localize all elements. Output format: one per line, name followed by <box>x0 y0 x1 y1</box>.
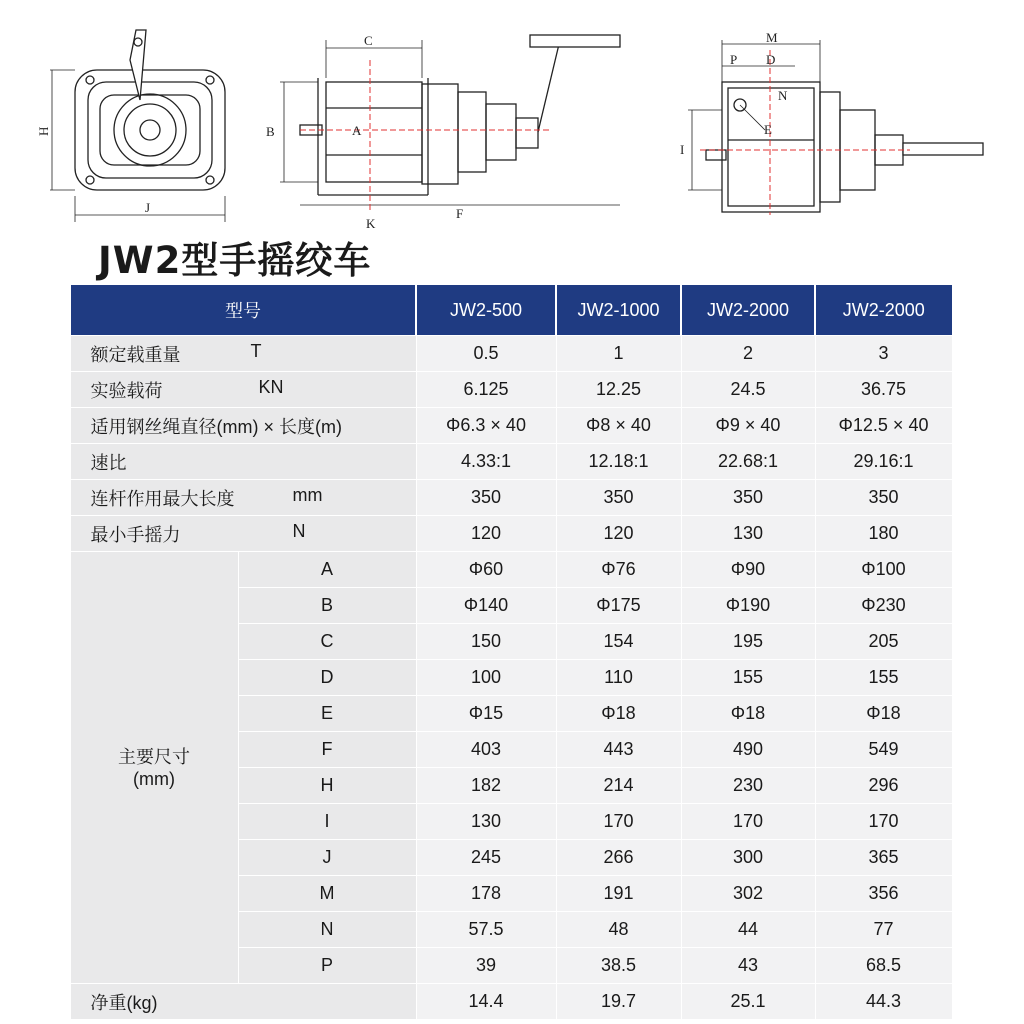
dimension-value: 490 <box>681 732 815 768</box>
spec-value: 6.125 <box>416 372 556 408</box>
dimension-group-cell <box>70 552 238 984</box>
weight-value: 14.4 <box>416 984 556 1020</box>
dimension-value: Φ230 <box>815 588 952 624</box>
spec-value: 120 <box>416 516 556 552</box>
dimension-value: 214 <box>556 768 681 804</box>
spec-label: 额定载重量 <box>90 344 181 365</box>
dimension-key: C <box>238 624 416 660</box>
table-row <box>70 444 952 480</box>
spec-value: 0.5 <box>416 336 556 372</box>
dimension-value: 150 <box>416 624 556 660</box>
dimension-value: Φ18 <box>681 696 815 732</box>
dimension-key: F <box>238 732 416 768</box>
dimension-value: Φ76 <box>556 552 681 588</box>
dimension-value: 443 <box>556 732 681 768</box>
dimension-value: Φ175 <box>556 588 681 624</box>
spec-value: 350 <box>681 480 815 516</box>
dimension-value: 155 <box>815 660 952 696</box>
table-row <box>70 408 952 444</box>
spec-unit: KN <box>258 376 284 397</box>
spec-unit: T <box>250 340 262 361</box>
spec-value: 12.25 <box>556 372 681 408</box>
dimension-value: 549 <box>815 732 952 768</box>
dimension-value: Φ190 <box>681 588 815 624</box>
dimension-value: 100 <box>416 660 556 696</box>
dimension-key: M <box>238 876 416 912</box>
spec-value: 130 <box>681 516 815 552</box>
dimension-key: J <box>238 840 416 876</box>
dimension-value: 38.5 <box>556 948 681 984</box>
weight-value: 44.3 <box>815 984 952 1020</box>
dimension-value: 43 <box>681 948 815 984</box>
right-label-d: D <box>766 52 776 67</box>
dimension-value: 300 <box>681 840 815 876</box>
header-model-label: 型号 <box>70 285 416 336</box>
front-label-h: H <box>36 126 51 136</box>
spec-label: 连杆作用最大长度 <box>90 488 235 509</box>
header-model: JW2-1000 <box>556 285 681 336</box>
spec-label: 速比 <box>90 452 127 473</box>
dimension-value: 48 <box>556 912 681 948</box>
dimension-value: Φ140 <box>416 588 556 624</box>
weight-value: 19.7 <box>556 984 681 1020</box>
dimension-value: 130 <box>416 804 556 840</box>
spec-value: Φ6.3 × 40 <box>416 408 556 444</box>
spec-label-cell <box>70 408 416 444</box>
spec-value: 12.18:1 <box>556 444 681 480</box>
table-row <box>70 372 952 408</box>
dimension-value: Φ15 <box>416 696 556 732</box>
spec-value: 180 <box>815 516 952 552</box>
weight-label: 净重(kg) <box>70 984 416 1020</box>
dimension-value: 44 <box>681 912 815 948</box>
side-label-a: A <box>352 123 362 138</box>
dimension-value: Φ18 <box>556 696 681 732</box>
dimension-key: H <box>238 768 416 804</box>
dimension-group-unit: (mm) <box>133 768 175 789</box>
front-view-drawing <box>30 0 250 230</box>
spec-value: 4.33:1 <box>416 444 556 480</box>
table-header-row <box>70 285 952 336</box>
dimension-value: Φ60 <box>416 552 556 588</box>
dimension-key: I <box>238 804 416 840</box>
dimension-value: 245 <box>416 840 556 876</box>
spec-value: 2 <box>681 336 815 372</box>
spec-value: Φ12.5 × 40 <box>815 408 952 444</box>
dimension-key: B <box>238 588 416 624</box>
spec-value: 36.75 <box>815 372 952 408</box>
spec-label-cell <box>70 444 416 480</box>
right-label-m: M <box>766 30 778 45</box>
spec-label-cell <box>70 480 416 516</box>
side-label-c: C <box>364 33 373 48</box>
right-view-drawing <box>670 0 1010 230</box>
dimension-value: 77 <box>815 912 952 948</box>
spec-value: 3 <box>815 336 952 372</box>
spec-unit: N <box>292 520 306 541</box>
dimension-key: E <box>238 696 416 732</box>
dimension-value: 205 <box>815 624 952 660</box>
dimension-value: 182 <box>416 768 556 804</box>
spec-value: 350 <box>815 480 952 516</box>
dimension-value: 110 <box>556 660 681 696</box>
dimension-value: 154 <box>556 624 681 660</box>
right-label-p: P <box>730 52 738 67</box>
spec-label-cell <box>70 516 416 552</box>
dimension-group-label: 主要尺寸 <box>118 746 190 767</box>
dimension-value: 68.5 <box>815 948 952 984</box>
side-view-drawing <box>260 0 640 230</box>
spec-label: 实验载荷 <box>90 380 163 401</box>
weight-value: 25.1 <box>681 984 815 1020</box>
dimension-value: 266 <box>556 840 681 876</box>
spec-label: 适用钢丝绳直径(mm) × 长度(m) <box>90 416 342 437</box>
dimension-value: 195 <box>681 624 815 660</box>
front-label-j: J <box>145 200 151 215</box>
spec-value: Φ9 × 40 <box>681 408 815 444</box>
dimension-value: 296 <box>815 768 952 804</box>
spec-value: 350 <box>556 480 681 516</box>
right-label-i: I <box>680 142 685 157</box>
dimension-key: A <box>238 552 416 588</box>
table-row <box>70 516 952 552</box>
spec-value: 22.68:1 <box>681 444 815 480</box>
dimension-value: Φ18 <box>815 696 952 732</box>
dimension-value: Φ90 <box>681 552 815 588</box>
dimension-value: 39 <box>416 948 556 984</box>
table-row-weight <box>70 984 952 1020</box>
dimension-value: 191 <box>556 876 681 912</box>
table-row <box>70 336 952 372</box>
dimension-key: D <box>238 660 416 696</box>
dimension-value: 230 <box>681 768 815 804</box>
dimension-value: 178 <box>416 876 556 912</box>
spec-value: 120 <box>556 516 681 552</box>
spec-label-cell <box>70 336 416 372</box>
dimension-value: 403 <box>416 732 556 768</box>
spec-unit: mm <box>292 484 323 505</box>
spec-value: 24.5 <box>681 372 815 408</box>
dimension-value: 57.5 <box>416 912 556 948</box>
technical-drawings <box>0 0 1024 230</box>
dimension-value: 155 <box>681 660 815 696</box>
right-label-n: N <box>778 88 788 103</box>
page-title: JW2型手摇绞车 <box>98 239 372 282</box>
side-label-b: B <box>266 124 275 139</box>
dimension-value: 170 <box>681 804 815 840</box>
table-row <box>70 552 952 588</box>
dimension-value: 170 <box>815 804 952 840</box>
spec-label: 最小手摇力 <box>90 524 181 545</box>
dimension-value: 356 <box>815 876 952 912</box>
spec-value: 29.16:1 <box>815 444 952 480</box>
dimension-value: 170 <box>556 804 681 840</box>
header-model: JW2-500 <box>416 285 556 336</box>
dimension-key: P <box>238 948 416 984</box>
spec-label-cell <box>70 372 416 408</box>
side-label-k: K <box>366 216 376 230</box>
dimension-value: Φ100 <box>815 552 952 588</box>
spec-value: 350 <box>416 480 556 516</box>
spec-value: 1 <box>556 336 681 372</box>
spec-table <box>69 284 953 1020</box>
right-label-e: E <box>764 122 772 137</box>
side-label-f: F <box>456 206 464 221</box>
dimension-key: N <box>238 912 416 948</box>
spec-value: Φ8 × 40 <box>556 408 681 444</box>
header-model: JW2-2000 <box>815 285 952 336</box>
table-row <box>70 480 952 516</box>
header-model: JW2-2000 <box>681 285 815 336</box>
dimension-value: 302 <box>681 876 815 912</box>
dimension-value: 365 <box>815 840 952 876</box>
